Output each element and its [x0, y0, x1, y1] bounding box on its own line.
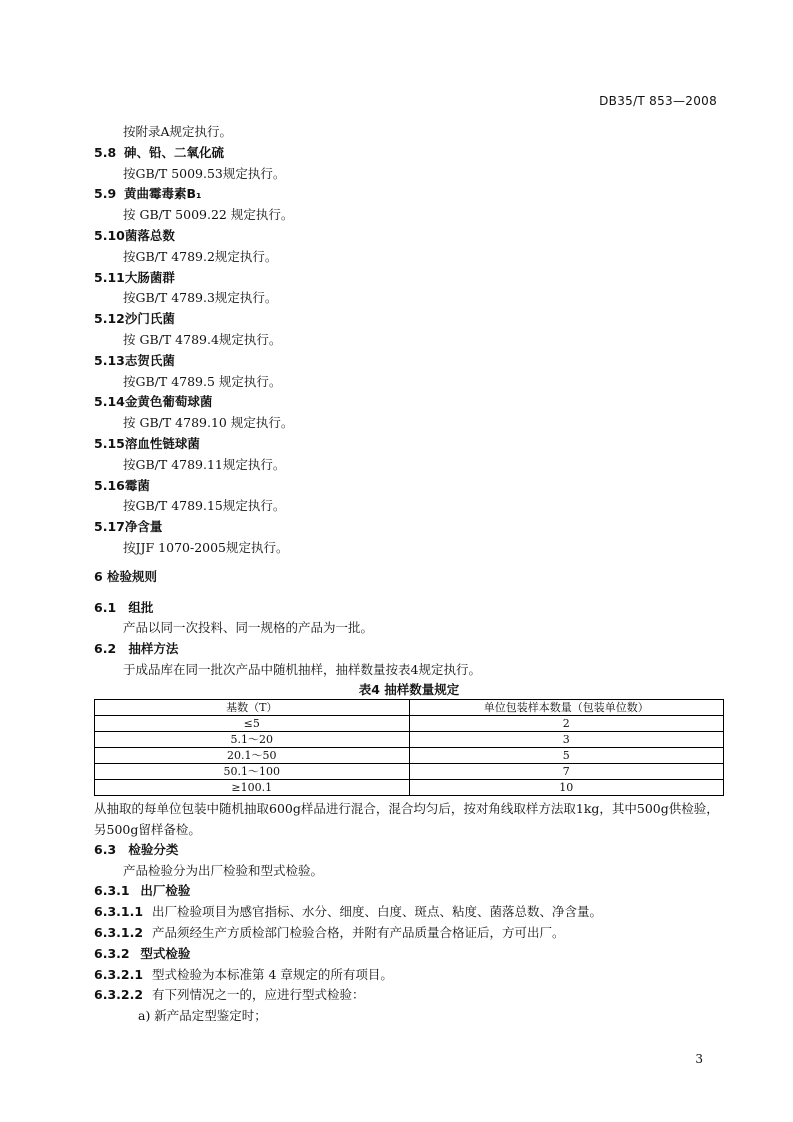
section-number: 5.15	[94, 435, 125, 451]
document-body	[94, 122, 724, 1027]
section-body: 按附录A规定执行。	[123, 124, 233, 139]
section-number: 6.3	[94, 841, 117, 857]
page-number: 3	[695, 1052, 703, 1066]
section-heading	[94, 184, 724, 205]
section-body: 按 GB/T 4789.4规定执行。	[123, 331, 282, 347]
table-caption: 表4 抽样数量规定	[358, 681, 460, 697]
section-number: 5.12	[94, 311, 125, 327]
cell-base: ≤5	[95, 715, 410, 731]
section-number: 6.3.2	[94, 945, 130, 961]
section-title: 检验分类	[128, 841, 179, 857]
section-heading	[94, 309, 724, 330]
section-title: 金黄色葡萄球菌	[124, 394, 213, 410]
section-title: 溶血性链球菌	[124, 435, 200, 451]
section-number: 5.10	[94, 227, 125, 243]
section-6-2-body: 于成品库在同一批次产品中随机抽样，抽样数量按表4规定执行。	[123, 661, 481, 677]
table-row	[95, 763, 724, 779]
cell-sample-count: 5	[409, 747, 724, 763]
section-number: 5.13	[94, 352, 125, 368]
column-header-sample-count: 单位包装样本数量（包装单位数）	[409, 699, 724, 715]
section-heading	[94, 268, 724, 289]
section-number: 6.3.2.2	[94, 987, 144, 1003]
section-heading	[94, 351, 724, 372]
section-text: 出厂检验项目为感官指标、水分、细度、白度、斑点、粘度、菌落总数、净含量。	[151, 904, 602, 920]
section-number: 6.3.1.2	[94, 924, 144, 940]
section-number: 6.2	[94, 641, 117, 657]
section-title: 菌落总数	[124, 227, 175, 243]
cell-base: 50.1～100	[95, 763, 410, 779]
section-number: 6.1	[94, 599, 117, 615]
table-row	[95, 715, 724, 731]
sampling-paragraph	[94, 798, 724, 840]
section-number: 5.11	[94, 269, 125, 285]
cell-sample-count: 2	[409, 715, 724, 731]
section-body: 按 GB/T 5009.22 规定执行。	[123, 207, 294, 223]
section-6-3-body: 产品检验分为出厂检验和型式检验。	[123, 862, 324, 878]
section-body: 按GB/T 4789.11规定执行。	[123, 456, 286, 472]
section-title: 志贺氏菌	[124, 352, 175, 368]
section-title: 砷、铅、二氧化硫	[124, 144, 225, 160]
section-heading	[94, 434, 724, 455]
cell-base: ≥100.1	[95, 779, 410, 795]
section-5-lines	[94, 122, 724, 559]
section-number: 5.8	[94, 144, 117, 160]
section-6-3-1-2	[94, 923, 724, 944]
section-title: 霉菌	[124, 477, 150, 493]
section-6-3-2-2	[94, 985, 724, 1006]
section-title: 黄曲霉毒素B₁	[124, 186, 202, 202]
table-row	[95, 747, 724, 763]
section-6-3-heading	[94, 840, 724, 861]
section-number: 5.9	[94, 186, 117, 202]
cell-sample-count: 3	[409, 731, 724, 747]
section-title: 型式检验	[140, 945, 191, 961]
section-number: 5.16	[94, 477, 125, 493]
section-6-3-2-heading	[94, 944, 724, 965]
table-row	[95, 731, 724, 747]
document-code: DB35/T 853—2008	[599, 94, 717, 108]
section-body: 按GB/T 4789.5 规定执行。	[123, 373, 282, 389]
section-number: 6.3.1.1	[94, 904, 144, 920]
section-text: 产品须经生产方质检部门检验合格，并附有产品质量合格证后，方可出厂。	[151, 924, 565, 940]
section-heading	[94, 392, 724, 413]
column-header-base: 基数（T）	[95, 699, 410, 715]
section-body: 按JJF 1070-2005规定执行。	[123, 539, 289, 555]
cell-sample-count: 10	[409, 779, 724, 795]
section-title: 出厂检验	[140, 883, 191, 899]
section-number: 5.14	[94, 394, 125, 410]
section-6-3-1-1	[94, 902, 724, 923]
section-title: 组批	[128, 599, 154, 615]
section-6-3-1-heading	[94, 881, 724, 902]
section-6-1-heading	[94, 598, 724, 619]
cell-base: 5.1～20	[95, 731, 410, 747]
section-text: 有下列情况之一的，应进行型式检验：	[151, 987, 365, 1003]
chapter-6-title: 6 检验规则	[94, 568, 158, 584]
section-body: 按GB/T 4789.2规定执行。	[123, 248, 278, 264]
table-header-row	[95, 699, 724, 715]
table-body	[95, 715, 724, 795]
section-number: 6.3.2.1	[94, 966, 144, 982]
section-number: 5.17	[94, 519, 125, 535]
section-title: 沙门氏菌	[124, 311, 175, 327]
section-body: 按GB/T 5009.53规定执行。	[123, 165, 286, 181]
list-item-a: a) 新产品定型鉴定时；	[138, 1008, 267, 1024]
section-title: 净含量	[124, 519, 163, 535]
section-body: 按GB/T 4789.15规定执行。	[123, 498, 286, 514]
section-heading	[94, 226, 724, 247]
section-title: 大肠菌群	[124, 269, 175, 285]
section-number: 6.3.1	[94, 883, 130, 899]
section-text: 型式检验为本标准第 4 章规定的所有项目。	[151, 966, 393, 982]
section-heading	[94, 476, 724, 497]
section-heading	[94, 143, 724, 164]
table-row	[95, 779, 724, 795]
section-6-1-body: 产品以同一次投料、同一规格的产品为一批。	[123, 620, 374, 636]
sampling-text: 从抽取的每单位包装中随机抽取600g样品进行混合，混合均匀后，按对角线取样方法取1kg，其中500g供检验，另500g留样备检。	[94, 800, 719, 837]
cell-base: 20.1～50	[95, 747, 410, 763]
cell-sample-count: 7	[409, 763, 724, 779]
section-body: 按GB/T 4789.3规定执行。	[123, 290, 278, 306]
section-heading	[94, 517, 724, 538]
section-6-3-2-1	[94, 965, 724, 986]
sampling-table	[94, 699, 724, 796]
section-body: 按 GB/T 4789.10 规定执行。	[123, 415, 294, 431]
section-title: 抽样方法	[128, 641, 179, 657]
section-6-2-heading	[94, 639, 724, 660]
